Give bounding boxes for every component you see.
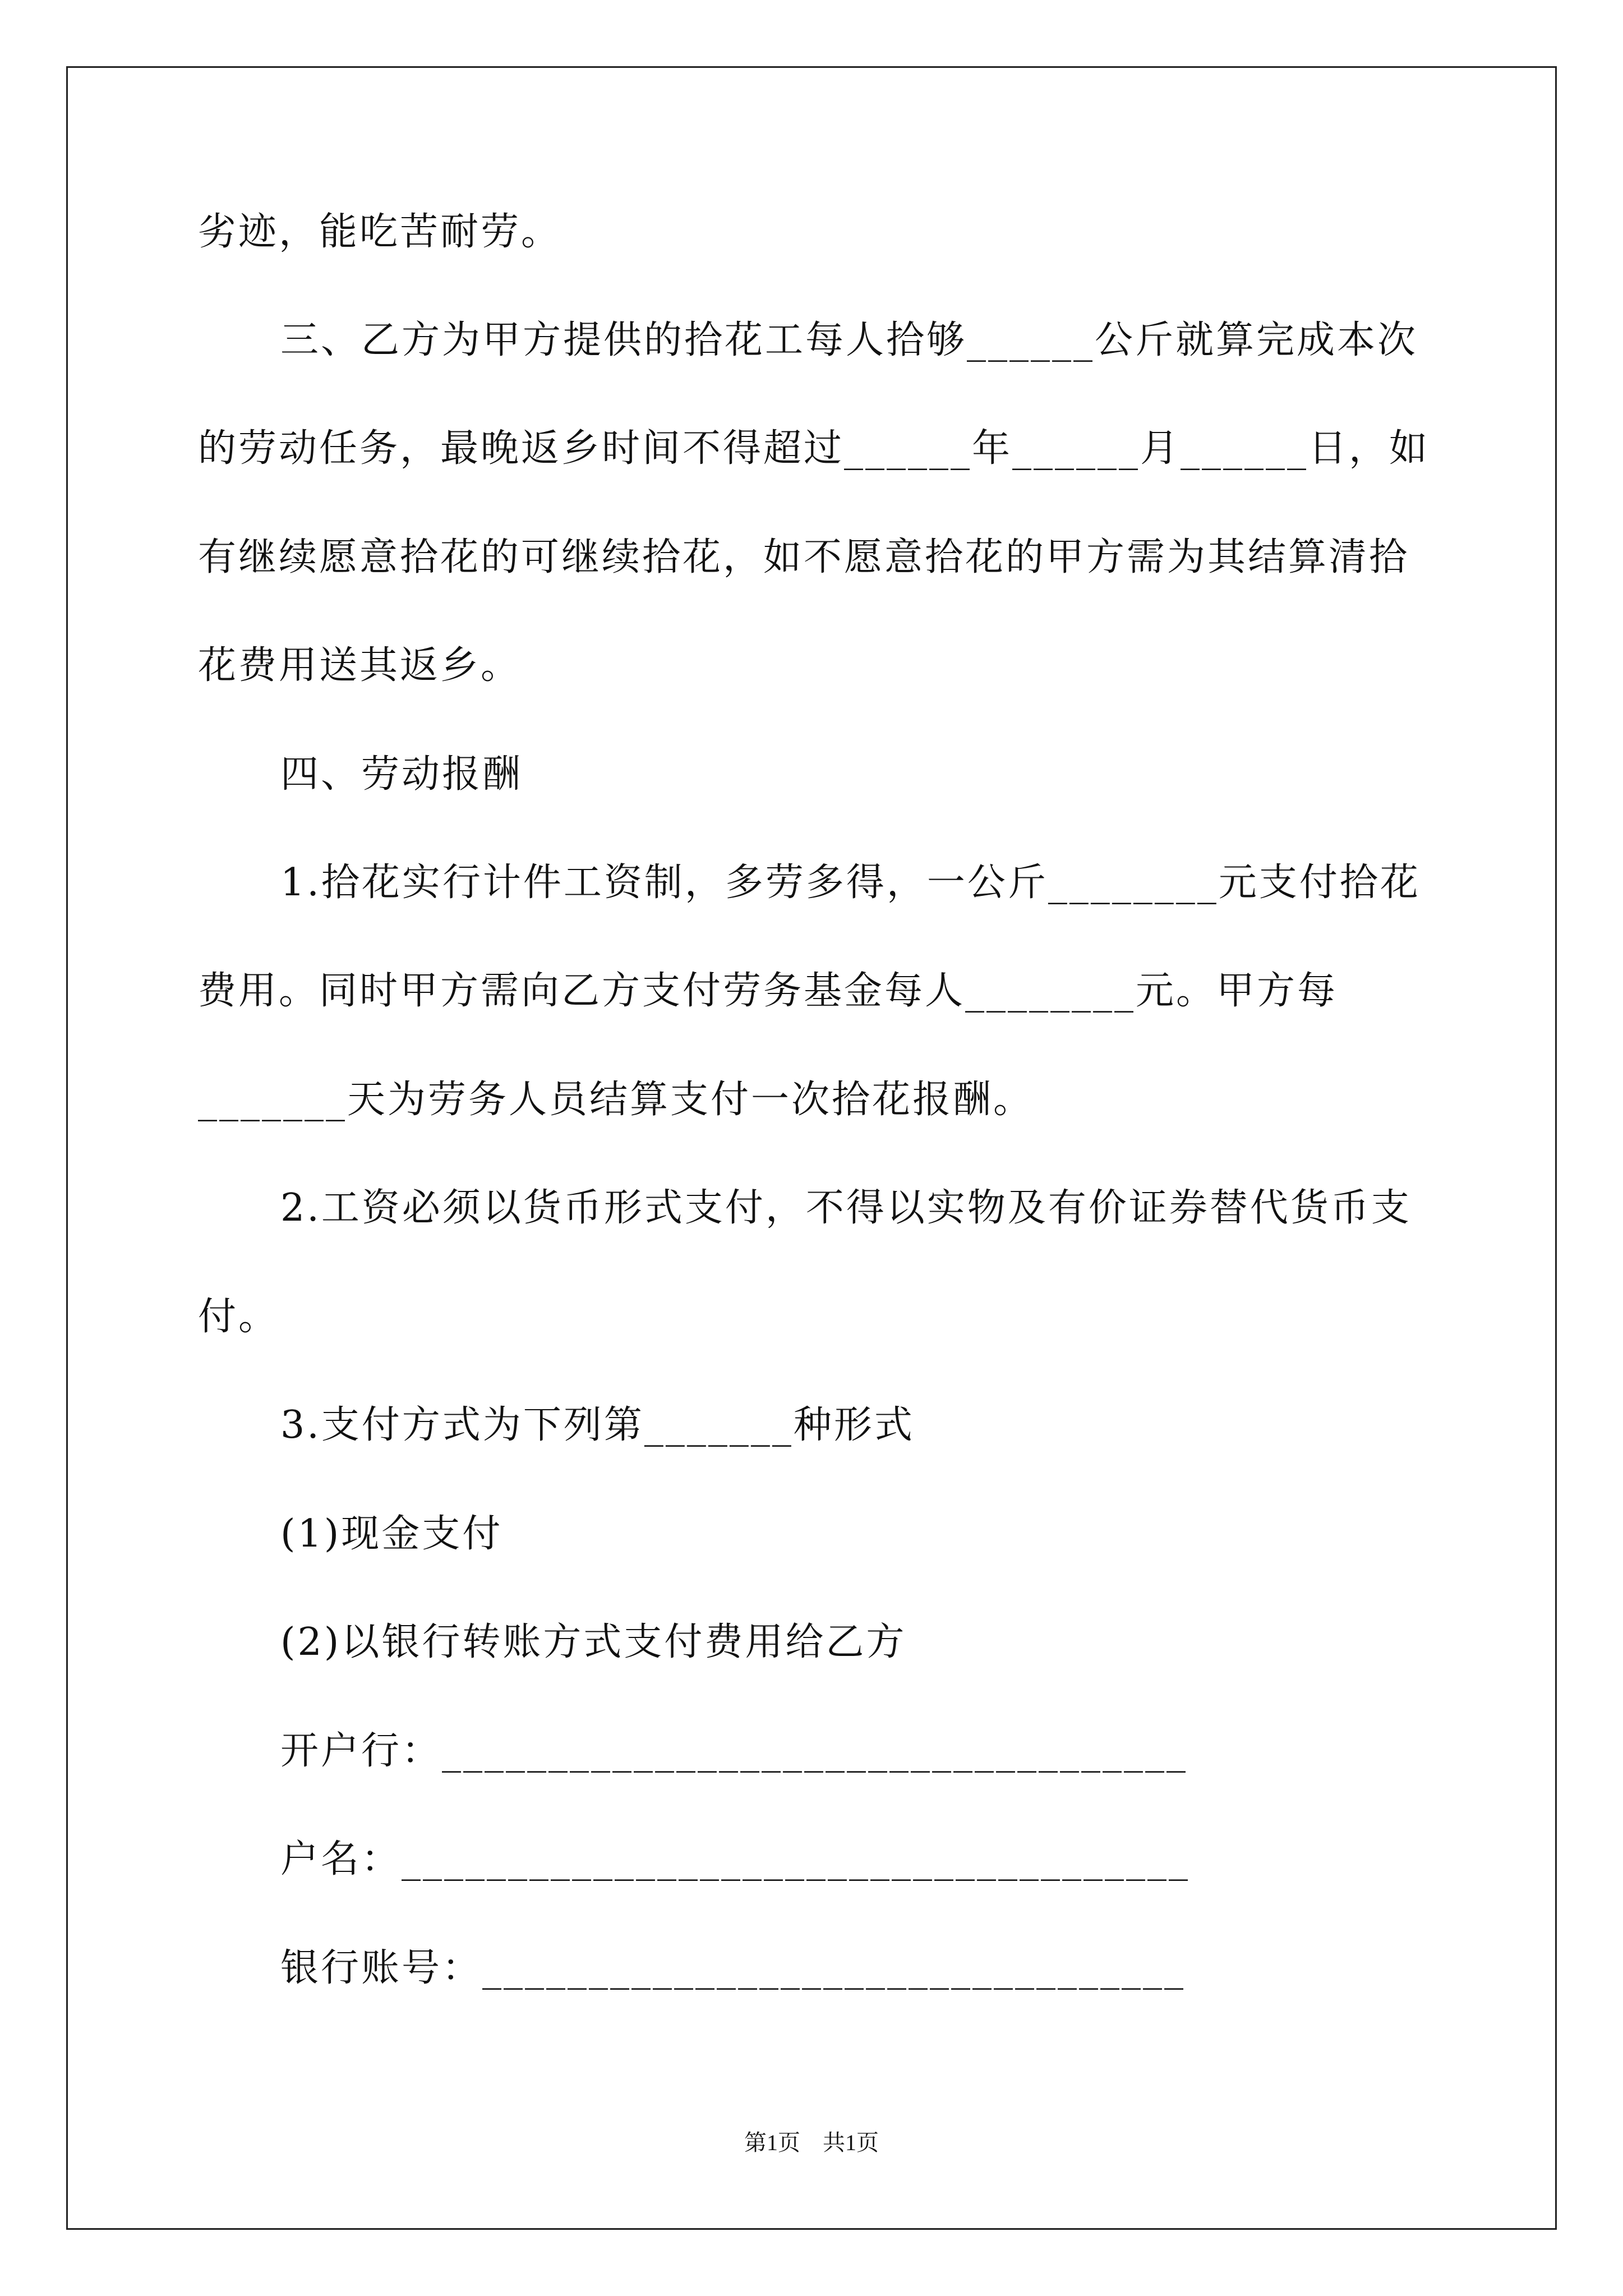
page-border	[66, 66, 1557, 2230]
section-heading: 四、劳动报酬	[280, 752, 523, 797]
paragraph-line: 2.工资必须以货币形式支付，不得以实物及有价证券替代货币支	[280, 1186, 1412, 1230]
paragraph-line: 有继续愿意拾花的可继续拾花，如不愿意拾花的甲方需为其结算清拾	[198, 535, 1410, 579]
paragraph-line: 费用。同时甲方需向乙方支付劳务基金每人________元。甲方每	[198, 969, 1338, 1013]
paragraph-line: 劣迹，能吃苦耐劳。	[198, 210, 562, 254]
paragraph-line: _______天为劳务人员结算支付一次拾花报酬。	[198, 1078, 1034, 1122]
paragraph-line: 付。	[198, 1295, 279, 1339]
paragraph-line: 花费用送其返乡。	[198, 643, 522, 688]
paragraph-line: 三、乙方为甲方提供的拾花工每人拾够______公斤就算完成本次	[280, 318, 1418, 362]
page-footer: 第1页 共1页	[744, 2130, 879, 2155]
paragraph-line: 的劳动任务，最晚返乡时间不得超过______年______月______日，如	[198, 426, 1430, 471]
account-number-field-line: 银行账号：_________________________________	[280, 1946, 1186, 1990]
list-item: (1)现金支付	[280, 1512, 503, 1556]
list-item: (2)以银行转账方式支付费用给乙方	[280, 1620, 907, 1664]
paragraph-line: 1.拾花实行计件工资制，多劳多得，一公斤________元支付拾花	[280, 861, 1421, 905]
paragraph-line: 3.支付方式为下列第_______种形式	[280, 1403, 915, 1447]
bank-field-line: 开户行：___________________________________	[280, 1729, 1188, 1773]
account-name-field-line: 户名：_____________________________________	[280, 1837, 1191, 1881]
